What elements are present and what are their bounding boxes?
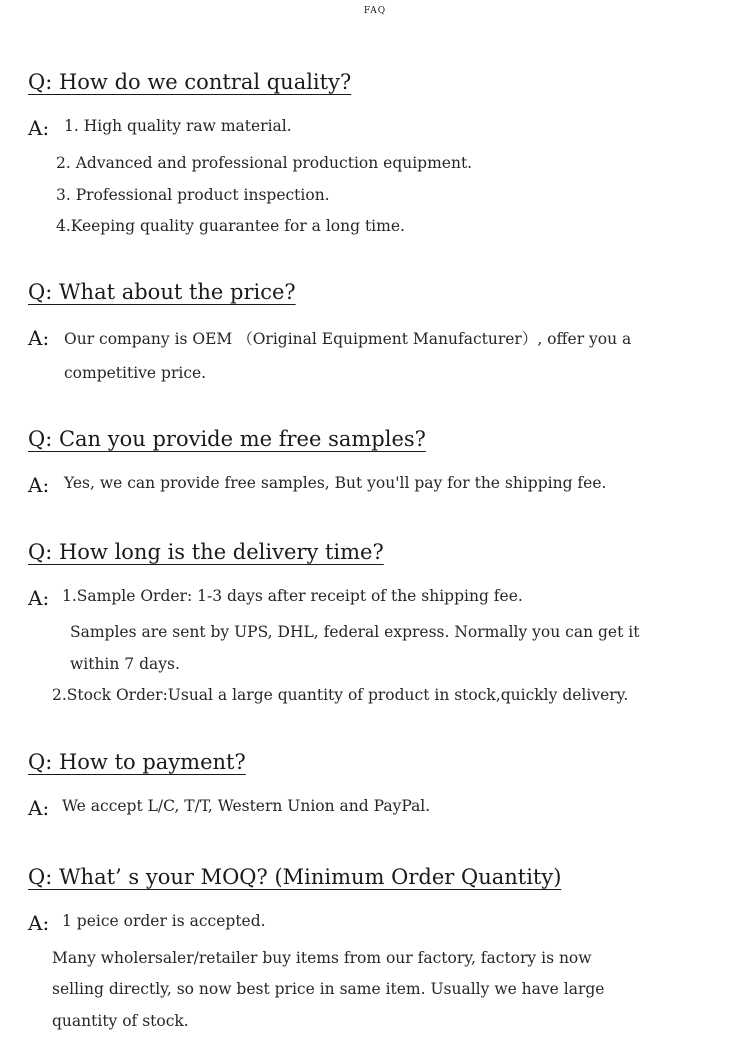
answer-marker: A: <box>28 586 50 610</box>
answer-marker: A: <box>28 911 50 935</box>
answer-marker: A: <box>28 796 50 820</box>
answer-line: Yes, we can provide free samples, But you'll pay for the shipping fee. <box>64 474 607 492</box>
answer-line: 1. High quality raw material. <box>64 117 292 135</box>
answer-line: Many wholersaler/retailer buy items from our factory, factory is now <box>52 949 592 967</box>
faq-question-delivery: Q: How long is the delivery time? <box>28 540 384 564</box>
answer-line: 1 peice order is accepted. <box>62 912 266 930</box>
faq-question-payment: Q: How to payment? <box>28 750 246 774</box>
answer-line: Our company is OEM （Original Equipment Manufacturer）, offer you a <box>64 330 632 348</box>
answer-marker: A: <box>28 473 50 497</box>
answer-line: 2. Advanced and professional production equipment. <box>56 154 473 172</box>
faq-question-moq: Q: What’ s your MOQ? (Minimum Order Quantity) <box>28 865 562 889</box>
faq-question-price: Q: What about the price? <box>28 280 296 304</box>
faq-question-quality: Q: How do we contral quality? <box>28 70 352 94</box>
faq-question-samples: Q: Can you provide me free samples? <box>28 427 426 451</box>
answer-line: competitive price. <box>64 364 207 382</box>
answer-line: We accept L/C, T/T, Western Union and PayPal. <box>62 797 431 815</box>
answer-marker: A: <box>28 326 50 350</box>
answer-line: quantity of stock. <box>52 1012 189 1030</box>
answer-line: 3. Professional product inspection. <box>56 186 330 204</box>
page-title: FAQ <box>363 6 387 16</box>
answer-line: 2.Stock Order:Usual a large quantity of product in stock,quickly delivery. <box>52 686 629 704</box>
answer-line: Samples are sent by UPS, DHL, federal express. Normally you can get it <box>70 623 640 641</box>
answer-line: 1.Sample Order: 1-3 days after receipt of the shipping fee. <box>62 587 523 605</box>
answer-marker: A: <box>28 116 50 140</box>
answer-line: within 7 days. <box>70 655 180 673</box>
answer-line: 4.Keeping quality guarantee for a long time. <box>56 217 405 235</box>
answer-line: selling directly, so now best price in same item. Usually we have large <box>52 980 605 998</box>
